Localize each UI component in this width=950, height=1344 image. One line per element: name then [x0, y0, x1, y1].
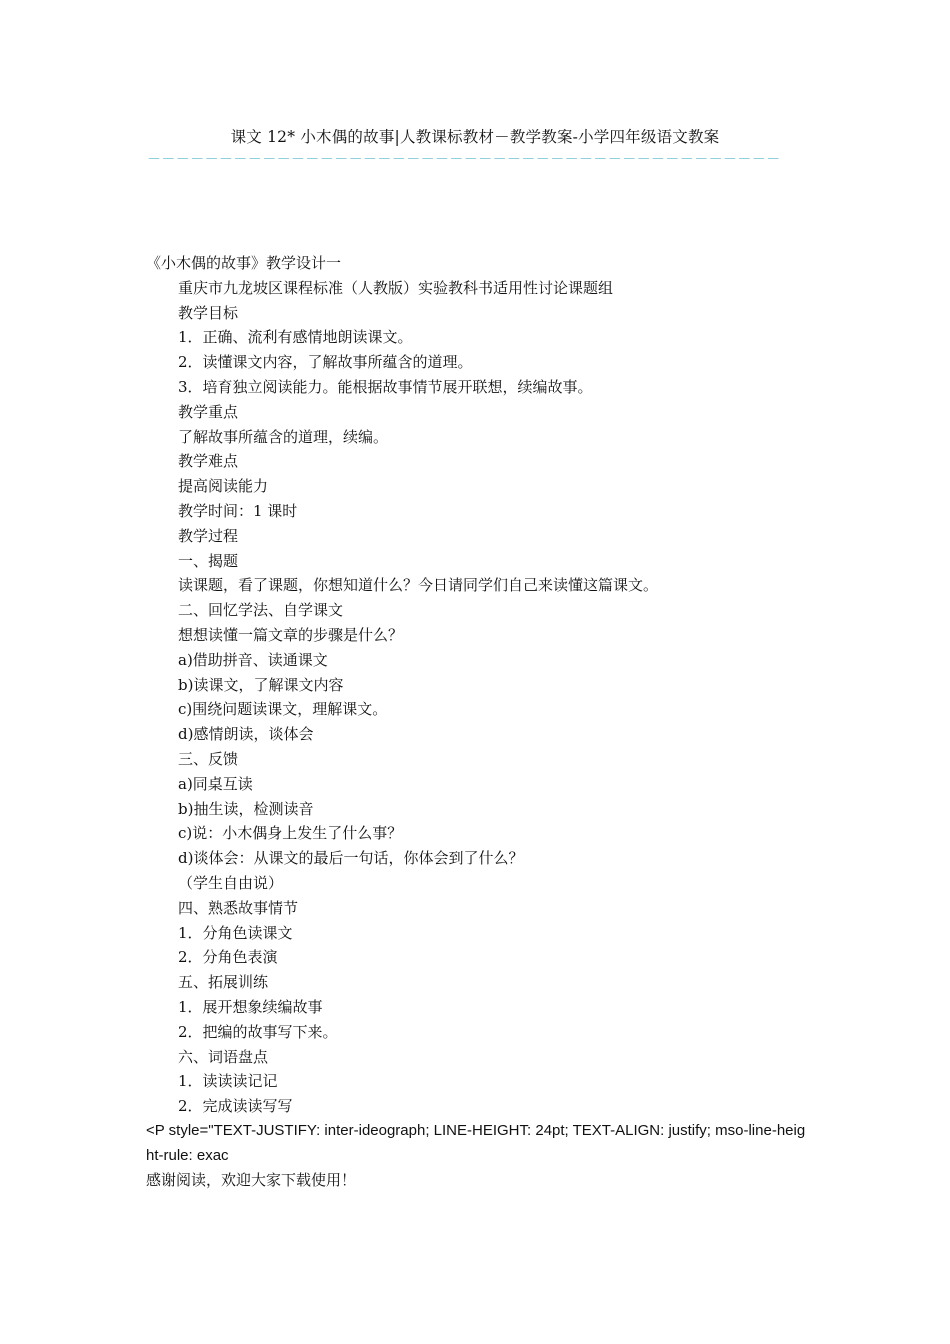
body-line: 1．读读读记记: [178, 1072, 278, 1091]
body-line: b)抽生读，检测读音: [178, 799, 314, 818]
body-line: b)读课文，了解课文内容: [178, 675, 344, 694]
raw-html-fragment: <P style="TEXT-JUSTIFY: inter-ideograph; LINE-HEIGHT: 24pt; TEXT-ALIGN: justify; mso-line-height-rule: exac: [146, 1121, 806, 1164]
body-line: 2．读懂课文内容，了解故事所蕴含的道理。: [178, 353, 473, 372]
body-line: d)谈体会：从课文的最后一句话，你体会到了什么？: [178, 849, 524, 868]
body-line: 教学时间：1 课时: [178, 501, 298, 520]
page-title: 课文 12* 小木偶的故事|人教课标教材－教学教案-小学四年级语文教案: [230, 128, 720, 146]
body-line: c)围绕问题读课文，理解课文。: [178, 700, 388, 719]
body-line: a)同桌互读: [178, 774, 253, 793]
body-line: （学生自由说）: [178, 873, 284, 892]
body-line: 1．展开想象续编故事: [178, 997, 323, 1016]
body-line: c)说：小木偶身上发生了什么事？: [178, 824, 403, 843]
body-line: 3．培育独立阅读能力。能根据故事情节展开联想，续编故事。: [178, 377, 593, 396]
body-line: 2．完成读读写写: [178, 1097, 293, 1116]
document-heading: 《小木偶的故事》教学设计一: [146, 254, 342, 272]
body-line: 2．把编的故事写下来。: [178, 1022, 338, 1041]
body-line: 一、揭题: [178, 551, 239, 570]
body-line: 教学目标: [178, 303, 239, 322]
body-line: d)感情朗读，谈体会: [178, 725, 314, 744]
body-line: 六、词语盘点: [178, 1047, 269, 1066]
body-line: 教学难点: [178, 452, 239, 471]
header-divider: －－－－－－－－－－－－－－－－－－－－－－－－－－－－－－－－－－－－－－－－－－－－: [147, 152, 781, 168]
body-line: 读课题，看了课题，你想知道什么？今日请同学们自己来读懂这篇课文。: [178, 576, 659, 595]
body-line: 提高阅读能力: [178, 477, 269, 496]
body-line: 想想读懂一篇文章的步骤是什么？: [178, 625, 404, 644]
body-line: 四、熟悉故事情节: [178, 898, 299, 917]
closing-line: 感谢阅读，欢迎大家下载使用！: [146, 1171, 357, 1190]
body-line: 1．分角色读课文: [178, 923, 293, 942]
body-line: 二、回忆学法、自学课文: [178, 601, 344, 620]
body-line: 教学过程: [178, 526, 239, 545]
body-line: 2．分角色表演: [178, 948, 278, 967]
document-author: 重庆市九龙坡区课程标准（人教版）实验教科书适用性讨论课题组: [178, 278, 614, 297]
body-line: 教学重点: [178, 402, 239, 421]
body-line: 1．正确、流利有感情地朗读课文。: [178, 328, 413, 347]
body-line: 三、反馈: [178, 749, 239, 768]
document-body: [146, 251, 810, 1193]
body-line: a)借助拼音、读通课文: [178, 650, 328, 669]
body-line: 五、拓展训练: [178, 973, 269, 992]
body-line: 了解故事所蕴含的道理，续编。: [178, 427, 389, 446]
